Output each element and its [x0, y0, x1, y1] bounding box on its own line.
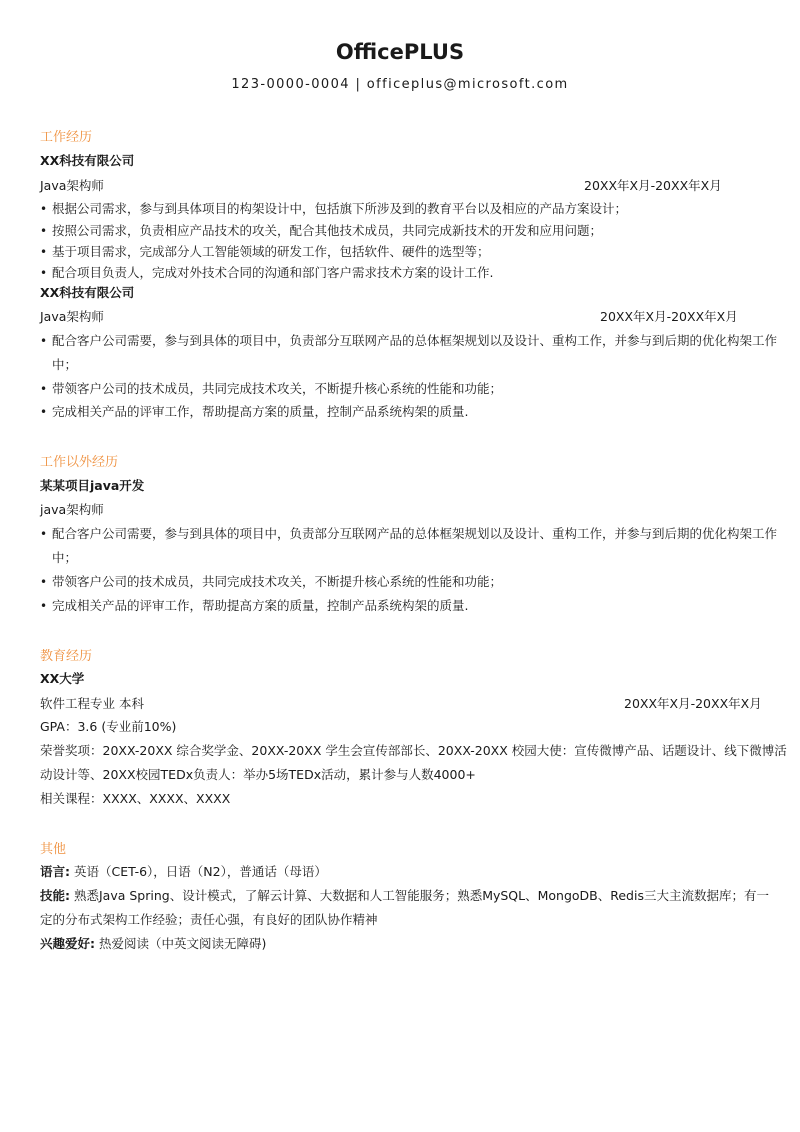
company-name: XX科技有限公司: [40, 285, 135, 300]
language-line: [40, 866, 327, 879]
bullet-icon: •: [40, 405, 48, 419]
resume-name: OfficePLUS: [335, 40, 465, 64]
major: 软件工程专业 本科: [40, 696, 144, 711]
skills-line: [40, 890, 769, 903]
skills-line-continued: 定的分布式架构工作经验；责任心强，有良好的团队协作精神: [40, 912, 378, 927]
courses: 相关课程：XXXX、XXXX、XXXX: [40, 791, 231, 806]
bullet-text: 完成相关产品的评审工作，帮助提高方案的质量，控制产品系统构架的质量.: [52, 598, 469, 613]
bullet-text: 配合客户公司需要，参与到具体的项目中，负责部分互联网产品的总体框架规划以及设计、重构工作，并参与到后期的优化构架工作: [52, 526, 778, 541]
bullet-text: 完成相关产品的评审工作，帮助提高方案的质量，控制产品系统构架的质量.: [52, 404, 469, 419]
bullet-text: 配合项目负责人，完成对外技术合同的沟通和部门客户需求技术方案的设计工作.: [52, 265, 494, 280]
language-label: 语言:: [40, 864, 70, 879]
bullet-icon: •: [40, 266, 48, 280]
bullet-icon: •: [40, 575, 48, 589]
honors-line: 荣誉奖项：20XX-20XX 综合奖学金、20XX-20XX 学生会宣传部部长、20XX-20XX 校园大使：宣传微博产品、话题设计、线下微博活: [40, 743, 787, 758]
skills-label: 技能:: [40, 888, 70, 903]
hobby-line: [40, 938, 266, 951]
bullet-icon: •: [40, 202, 48, 216]
bullet-icon: •: [40, 599, 48, 613]
project-name: 某某项目java开发: [40, 478, 145, 493]
bullet-icon: •: [40, 334, 48, 348]
language-value: 英语（CET-6），日语（N2），普通话（母语）: [70, 864, 327, 879]
project-role: java架构师: [40, 502, 104, 517]
job-role: Java架构师: [40, 178, 104, 193]
bullet-text: 基于项目需求，完成部分人工智能领域的研发工作，包括软件、硬件的选型等；: [52, 244, 490, 259]
section-heading-education: 教育经历: [40, 649, 93, 664]
hobby-label: 兴趣爱好:: [40, 936, 95, 951]
section-heading-work: 工作经历: [40, 130, 93, 145]
bullet-text: 按照公司需求，负责相应产品技术的攻关，配合其他技术成员，共同完成新技术的开发和应用问题；: [52, 223, 603, 238]
bullet-text-continued: 中；: [52, 357, 78, 372]
contact-info: 123-0000-0004 | officeplus@microsoft.com: [231, 77, 569, 92]
section-heading-extra: 工作以外经历: [40, 455, 119, 470]
company-name: XX科技有限公司: [40, 153, 135, 168]
bullet-text: 带领客户公司的技术成员，共同完成技术攻关，不断提升核心系统的性能和功能；: [52, 381, 503, 396]
bullet-icon: •: [40, 245, 48, 259]
bullet-text: 带领客户公司的技术成员，共同完成技术攻关，不断提升核心系统的性能和功能；: [52, 574, 503, 589]
honors-line: 动设计等、20XX校园TEDx负责人：举办5场TEDx活动，累计参与人数4000+: [40, 767, 476, 782]
gpa: GPA：3.6 (专业前10%): [40, 719, 177, 734]
bullet-icon: •: [40, 382, 48, 396]
section-heading-other: 其他: [40, 842, 67, 857]
school-name: XX大学: [40, 671, 85, 686]
job-date: 20XX年X月-20XX年X月: [600, 309, 738, 324]
hobby-value: 热爱阅读（中英文阅读无障碍): [95, 936, 267, 951]
job-date: 20XX年X月-20XX年X月: [584, 178, 722, 193]
bullet-text: 根据公司需求，参与到具体项目的构架设计中，包括旗下所涉及到的教育平台以及相应的产品方案设计；: [52, 201, 628, 216]
job-role: Java架构师: [40, 309, 104, 324]
bullet-text-continued: 中；: [52, 550, 78, 565]
skills-value: 熟悉Java Spring、设计模式，了解云计算、大数据和人工智能服务；熟悉MySQL、MongoDB、Redis三大主流数据库；有一: [70, 888, 769, 903]
bullet-icon: •: [40, 527, 48, 541]
bullet-text: 配合客户公司需要，参与到具体的项目中，负责部分互联网产品的总体框架规划以及设计、重构工作，并参与到后期的优化构架工作: [52, 333, 778, 348]
bullet-icon: •: [40, 224, 48, 238]
education-date: 20XX年X月-20XX年X月: [624, 696, 762, 711]
